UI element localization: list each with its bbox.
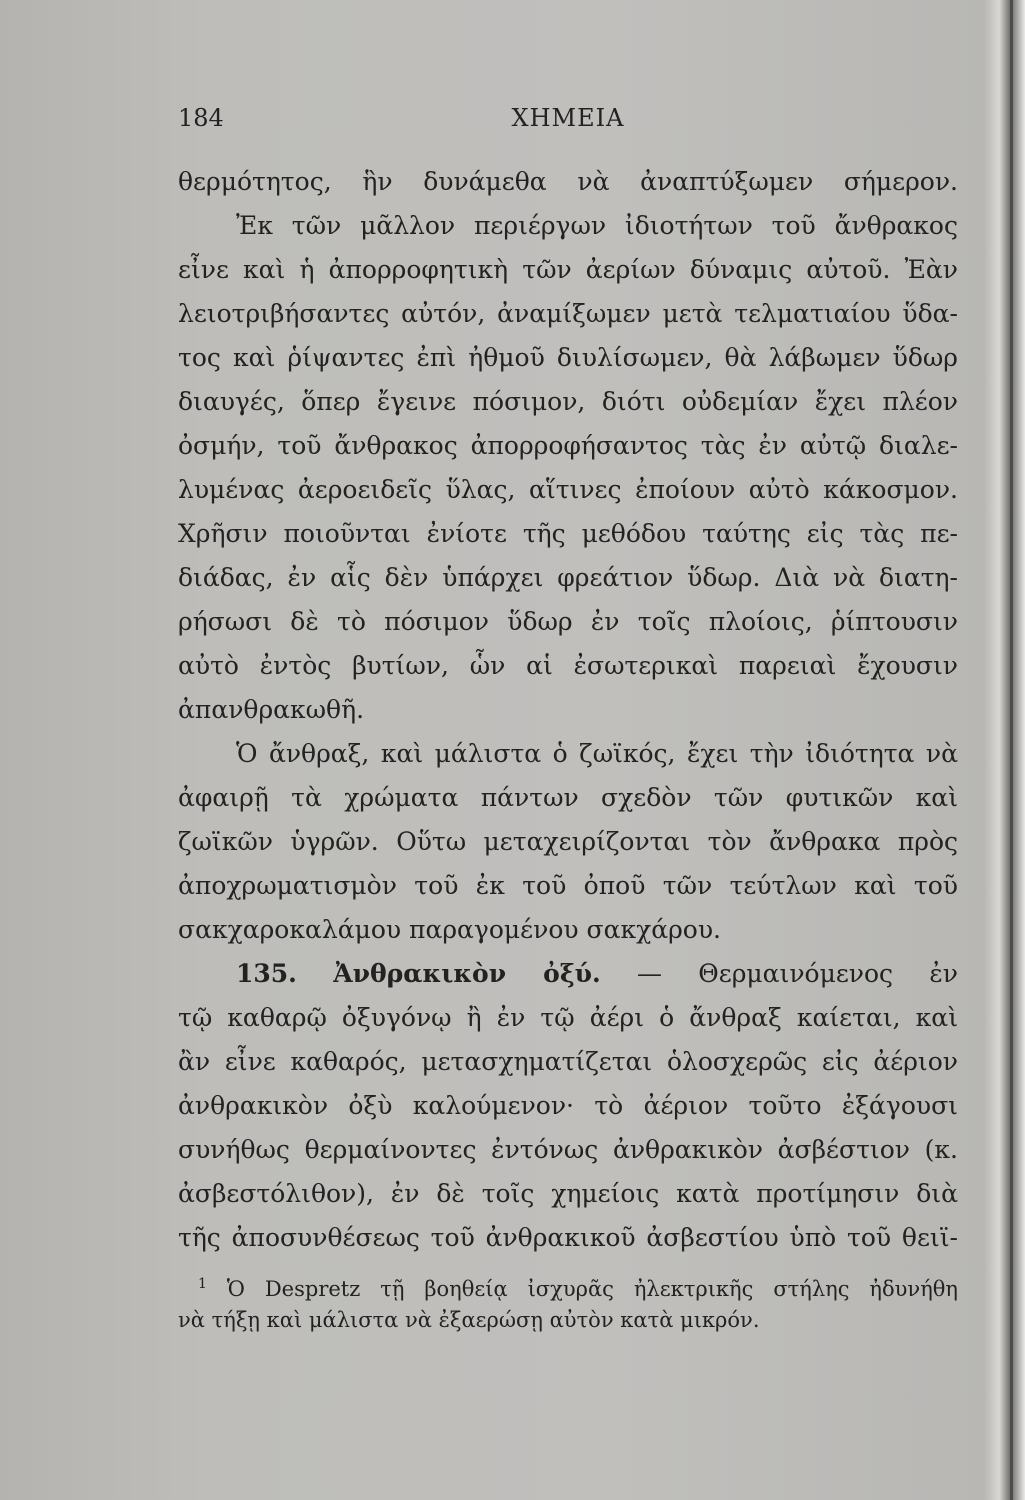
running-head: ΧΗΜΕΙΑ [511, 104, 625, 132]
section-title: Ἀνθρακικὸν ὀξύ. [333, 959, 601, 988]
page-edge [1010, 0, 1013, 1500]
text-line: Χρῆσιν ποιοῦνται ἐνίοτε τῆς μεθόδου ταύτης εἰς τὰς πε- [178, 519, 958, 548]
text-line: ζωϊκῶν ὑγρῶν. Οὕτω μεταχειρίζονται τὸν ἄνθρακα πρὸς [178, 827, 958, 856]
text-line: τῷ καθαρῷ ὀξυγόνῳ ἢ ἐν τῷ ἀέρι ὁ ἄνθραξ καίεται, καὶ [178, 1003, 958, 1032]
text-line: Ὁ ἄνθραξ, καὶ μάλιστα ὁ ζωϊκός, ἔχει τὴν ἰδιότητα νὰ [236, 739, 958, 768]
text-line: θερμότητος, ἣν δυνάμεθα νὰ ἀναπτύξωμεν σήμερον. [178, 167, 958, 196]
text-line: διαυγές, ὅπερ ἔγεινε πόσιμον, διότι οὐδεμίαν ἔχει πλέον [178, 387, 958, 416]
footnote-text: Ὁ Despretz τῇ βοηθείᾳ ἰσχυρᾶς ἠλεκτρικῆς στήλης ἠδυνήθη [226, 1277, 958, 1301]
body-text [178, 160, 958, 1260]
section-lead-text: — Θερμαινόμενος ἐν [636, 959, 958, 988]
text-line: σακχαροκαλάμου παραγομένου σακχάρου. [178, 915, 722, 944]
text-line: ἀνθρακικὸν ὀξὺ καλούμενον· τὸ ἀέριον τοῦτο ἐξάγουσι [178, 1091, 958, 1120]
text-line: Ἐκ τῶν μᾶλλον περιέργων ἰδιοτήτων τοῦ ἄνθρακος [236, 211, 958, 240]
text-line: ἂν εἶνε καθαρός, μετασχηματίζεται ὁλοσχερῶς εἰς ἀέριον [178, 1047, 958, 1076]
footnote-line: νὰ τήξῃ καὶ μάλιστα νὰ ἐξαερώσῃ αὐτὸν κατὰ μικρόν. [178, 1308, 760, 1332]
text-line: τῆς ἀποσυνθέσεως τοῦ ἀνθρακικοῦ ἀσβεστίου ὑπὸ τοῦ θειϊ- [178, 1223, 958, 1252]
text-line: τος καὶ ῥίψαντες ἐπὶ ἠθμοῦ διυλίσωμεν, θὰ λάβωμεν ὕδωρ [178, 343, 958, 372]
page-header [178, 100, 958, 140]
footnote [178, 1266, 958, 1338]
text-line: ἀσβεστόλιθον), ἐν δὲ τοῖς χημείοις κατὰ προτίμησιν διὰ [178, 1179, 958, 1208]
text-line: λυμένας ἀεροειδεῖς ὕλας, αἵτινες ἐποίουν αὐτὸ κάκοσμον. [178, 475, 958, 504]
footnote-marker: 1 [198, 1276, 207, 1292]
text-line: ὀσμήν, τοῦ ἄνθρακος ἀπορροφήσαντος τὰς ἐν αὐτῷ διαλε- [178, 431, 958, 460]
text-line: συνήθως θερμαίνοντες ἐντόνως ἀνθρακικὸν ἀσβέστιον (κ. [178, 1135, 958, 1164]
text-line: ρήσωσι δὲ τὸ πόσιμον ὕδωρ ἐν τοῖς πλοίοις, ῥίπτουσιν [178, 607, 958, 636]
text-line: λειοτριβήσαντες αὐτόν, ἀναμίξωμεν μετὰ τελματιαίου ὕδα- [178, 299, 958, 328]
text-line: αὐτὸ ἐντὸς βυτίων, ὧν αἱ ἐσωτερικαὶ παρειαὶ ἔχουσιν [178, 651, 958, 680]
section-number: 135. [236, 959, 297, 988]
text-line: ἀφαιρῇ τὰ χρώματα πάντων σχεδὸν τῶν φυτικῶν καὶ [178, 783, 958, 812]
section-heading-line [178, 952, 958, 996]
text-line: εἶνε καὶ ἡ ἀπορροφητικὴ τῶν ἀερίων δύναμις αὐτοῦ. Ἐὰν [178, 255, 958, 284]
page-number: 184 [178, 104, 224, 132]
text-line: ἀπανθρακωθῆ. [178, 695, 365, 724]
footnote-line [178, 1266, 958, 1302]
text-line: ἀποχρωματισμὸν τοῦ ἐκ τοῦ ὀποῦ τῶν τεύτλων καὶ τοῦ [178, 871, 958, 900]
text-line: διάδας, ἐν αἷς δὲν ὑπάρχει φρεάτιον ὕδωρ. Διὰ νὰ διατη- [178, 563, 958, 592]
